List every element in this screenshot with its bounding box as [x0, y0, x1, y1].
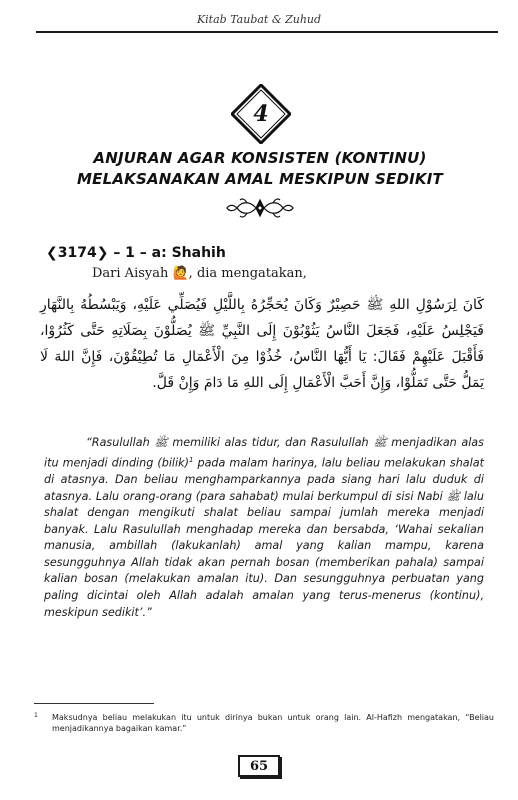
chapter-badge	[231, 84, 291, 144]
footnote	[34, 712, 494, 734]
chapter-title	[60, 148, 460, 190]
translation-part2: pada malam harinya, lalu beliau melakukan shalat di atasnya. Dan beliau menghamparkannya pada siang hari lalu duduk di atasnya. Lalu orang-orang (para sahabat) mulai berkumpul di sisi Nabi ﷺ lalu shalat dengan mengikuti shalat beliau sampai jumlah mereka menjadi banyak. Lalu Rasulullah menghadap mereka dan bersabda, ‘Wahai sekalian manusia, ambillah (lakukanlah) amal yang kalian mampu, karena sesungguhnya Allah tidak akan pernah bosan (memberikan pahala) sampai kalian bosan (melakukan amalan itu). Dan sesungguhnya perbuatan yang paling dicintai oleh Allah adalah amalan yang terus-menerus (kontinu), meskipun sedikit’.”	[44, 456, 485, 619]
footnote-mark: 1	[34, 712, 38, 719]
hadith-number-bracket-close: ❯	[96, 245, 109, 261]
narrator-line: Dari Aisyah 🙋, dia mengatakan,	[92, 266, 307, 281]
hadith-heading	[46, 245, 226, 261]
chapter-number: 4	[253, 101, 269, 127]
running-header: Kitab Taubat & Zuhud	[196, 13, 322, 26]
footnote-rule	[34, 703, 154, 704]
footnote-text: Maksudnya beliau melakukan itu untuk dirinya bukan untuk orang lain. Al-Hafizh mengatakan, “Beliau menjadikannya bagaikan kamar.”	[52, 713, 494, 733]
floral-divider-icon	[225, 196, 295, 220]
translation-part1: “Rasulullah ﷺ memiliki alas tidur, dan Rasulullah ﷺ menjadikan alas itu menjadi dinding (bilik)	[44, 436, 484, 470]
page-number: 65	[238, 755, 280, 777]
arabic-text: كَانَ لِرَسُوْلِ اللهِ ﷺ حَصِيْرٌ وَكَانَ يُحَجِّرُهُ بِاللَّيْلِ فَيُصَلِّي عَلَيْهِ، وَيَبْسُطُهُ بِالنَّهَارِ فَيَجْلِسُ عَلَيْهِ، فَجَعَلَ النَّاسُ يَثُوْبُوْنَ إِلَى النَّبِيِّ ﷺ يُصَلُّوْنَ بِصَلَاتِهِ حَتَّى كَثُرُوْا، فَأَقْبَلَ عَلَيْهِمْ فَقَالَ: يَا أَيُّهَا النَّاسُ، خُذُوْا مِنَ الْأَعْمَالِ مَا تُطِيْقُوْنَ، فَإِنَّ اللهَ لَا يَمَلُّ حَتَّى تَمَلُّوْا، وَإِنَّ أَحَبَّ الْأَعْمَالِ إِلَى اللهِ مَا دَامَ وَإِنْ قَلَّ.	[40, 297, 484, 391]
hadith-number-bracket-open: ❮	[46, 245, 58, 261]
hadith-number: 3174	[57, 245, 97, 261]
hadith-grade: – 1 – a: Shahih	[113, 245, 226, 261]
header-rule	[36, 31, 498, 33]
footnote-reference[interactable]: 1	[189, 455, 194, 464]
chapter-title-line2: MELAKSANAKAN AMAL MESKIPUN SEDIKIT	[77, 170, 443, 188]
chapter-title-line1: ANJURAN AGAR KONSISTEN (KONTINU)	[93, 149, 427, 167]
translation-paragraph	[44, 435, 484, 621]
